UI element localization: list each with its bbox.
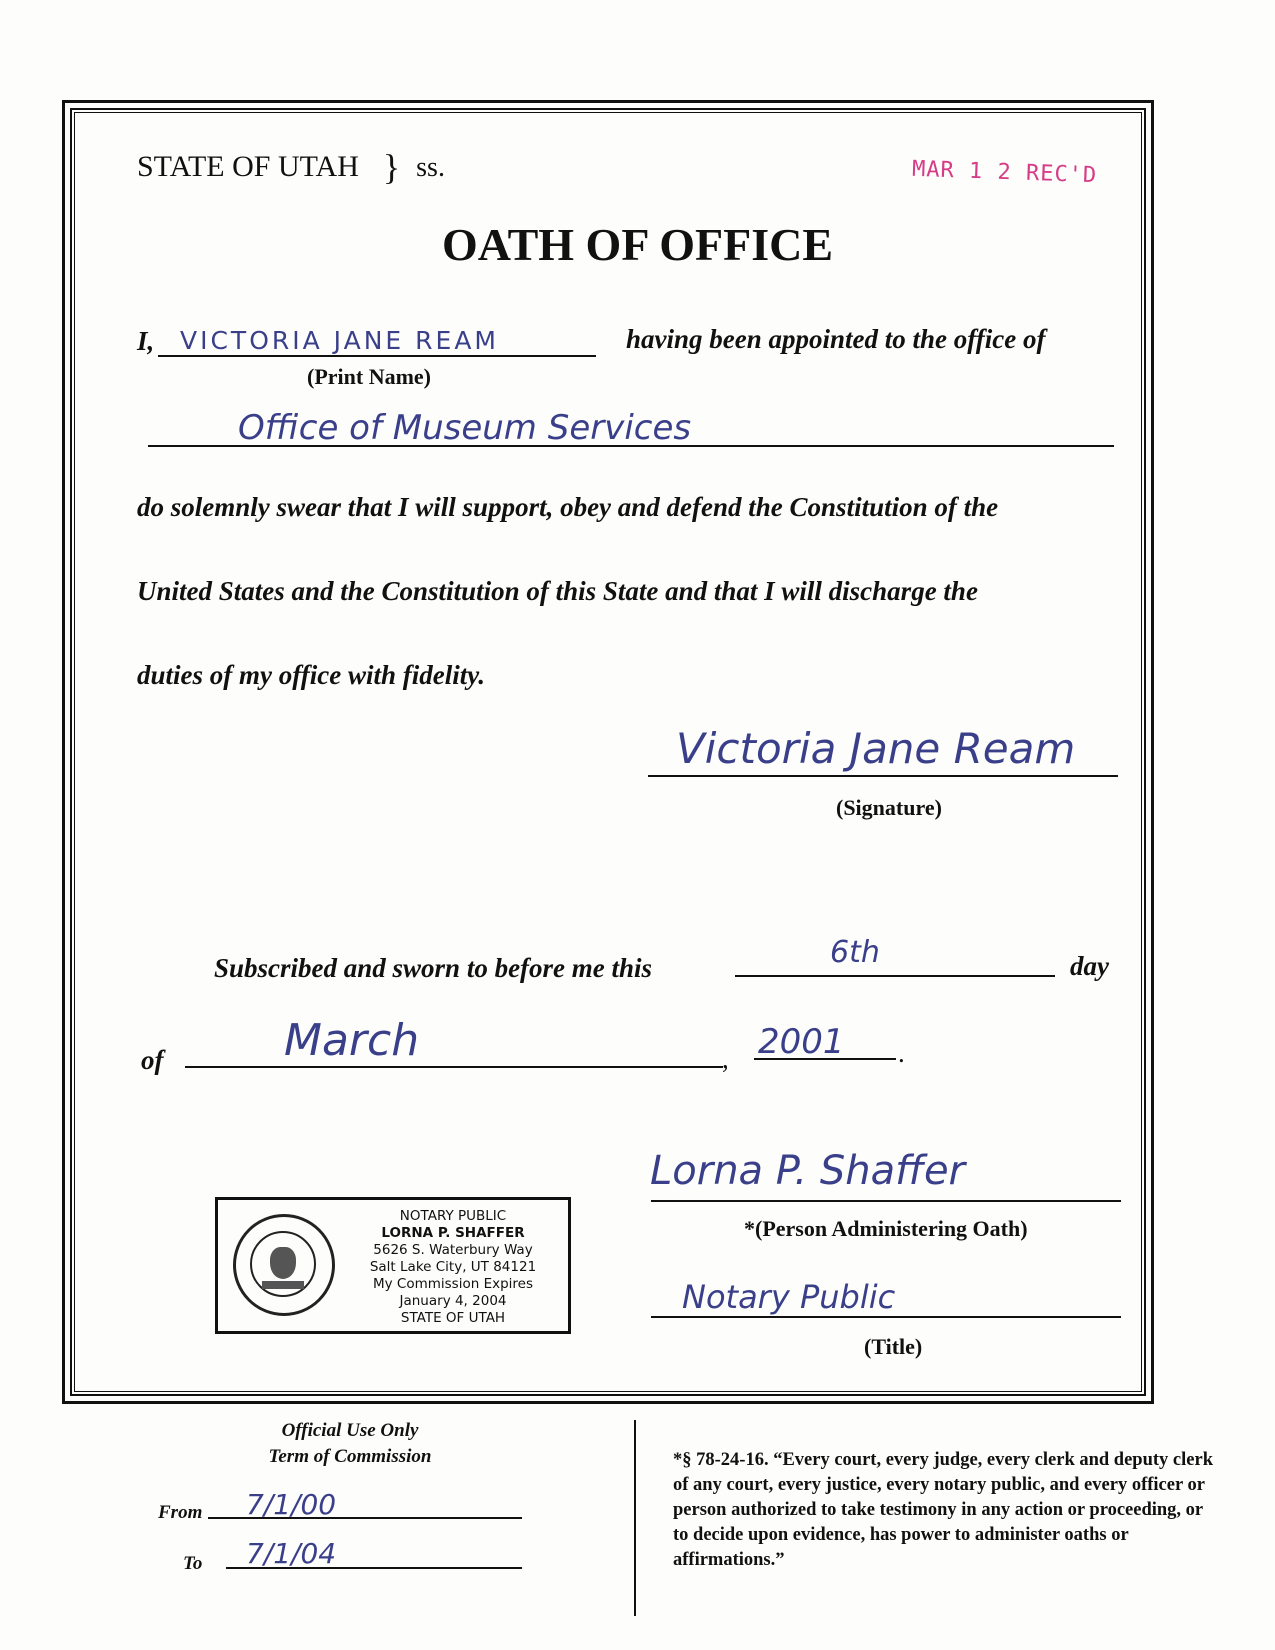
notary-state: STATE OF UTAH xyxy=(400,1310,506,1326)
office-value: Office of Museum Services xyxy=(238,408,692,448)
day-line xyxy=(735,975,1055,977)
seal-shield-icon xyxy=(262,1281,304,1289)
oath-text-line-3: duties of my office with fidelity. xyxy=(137,660,485,690)
official-use-label: Official Use Only xyxy=(281,1420,419,1441)
brace-symbol: } xyxy=(382,147,401,187)
notary-address-1: 5626 S. Waterbury Way xyxy=(373,1242,533,1258)
from-value: 7/1/00 xyxy=(246,1488,337,1521)
statute-footnote: *§ 78-24-16. “Every court, every judge, every clerk and deputy clerk of any court, every justice, every notary public, and every officer or person authorized to take testimony in any action or proceeding, or to decide upon evidence, has power to administer oaths or affirmations.” xyxy=(673,1450,1213,1570)
from-label: From xyxy=(158,1502,203,1523)
print-name-line xyxy=(158,355,596,357)
print-name-label: (Print Name) xyxy=(307,364,432,389)
day-label: day xyxy=(1070,951,1109,981)
official-use-heading xyxy=(250,1418,450,1470)
notary-commission: My Commission Expires xyxy=(372,1276,534,1292)
administrator-signature-label: *(Person Administering Oath) xyxy=(744,1216,1028,1241)
day-value: 6th xyxy=(830,935,880,970)
document-title: OATH OF OFFICE xyxy=(442,219,833,270)
signature-value: Victoria Jane Ream xyxy=(676,724,1076,773)
title-label: (Title) xyxy=(864,1334,923,1359)
title-line xyxy=(651,1316,1121,1318)
state-seal-icon xyxy=(233,1214,335,1316)
i-label: I, xyxy=(137,326,155,356)
to-label: To xyxy=(183,1553,203,1574)
oath-text-line-2: United States and the Constitution of this State and that I will discharge the xyxy=(137,576,978,606)
month-line xyxy=(185,1066,723,1068)
state-heading xyxy=(137,146,445,188)
notary-stamp-text xyxy=(343,1208,563,1327)
month-value: March xyxy=(284,1015,420,1066)
administrator-signature-line xyxy=(651,1200,1121,1202)
of-label: of xyxy=(141,1045,164,1075)
subscribed-text: Subscribed and sworn to before me this xyxy=(214,953,653,983)
to-value: 7/1/04 xyxy=(246,1537,337,1570)
comma-punctuation: , xyxy=(722,1044,729,1074)
oath-text-line-1: do solemnly swear that I will support, obey and defend the Constitution of the xyxy=(137,492,999,522)
notary-address-2: Salt Lake City, UT 84121 xyxy=(369,1259,537,1275)
administrator-signature-value: Lorna P. Shaffer xyxy=(650,1148,965,1194)
state-name: STATE OF UTAH xyxy=(137,150,359,183)
signature-line xyxy=(648,775,1118,777)
notary-expires: January 4, 2004 xyxy=(399,1293,507,1309)
bottom-divider xyxy=(634,1420,636,1616)
notary-name: LORNA P. SHAFFER xyxy=(381,1225,525,1241)
notary-public-line: NOTARY PUBLIC xyxy=(399,1208,507,1224)
print-name-value: VICTORIA JANE REAM xyxy=(180,326,499,355)
seal-beehive-icon xyxy=(270,1247,296,1279)
signature-label: (Signature) xyxy=(836,795,942,820)
year-value: 2001 xyxy=(758,1022,845,1062)
term-of-commission-label: Term of Commission xyxy=(268,1446,432,1467)
period-punctuation: . xyxy=(898,1038,905,1068)
ss-abbreviation: ss. xyxy=(416,152,445,183)
appointed-text: having been appointed to the office of xyxy=(626,324,1046,354)
notary-stamp xyxy=(215,1197,571,1334)
title-value: Notary Public xyxy=(682,1278,896,1316)
seal-inner-ring xyxy=(250,1231,316,1297)
received-date-stamp: MAR 1 2 REC'D xyxy=(911,156,1098,189)
